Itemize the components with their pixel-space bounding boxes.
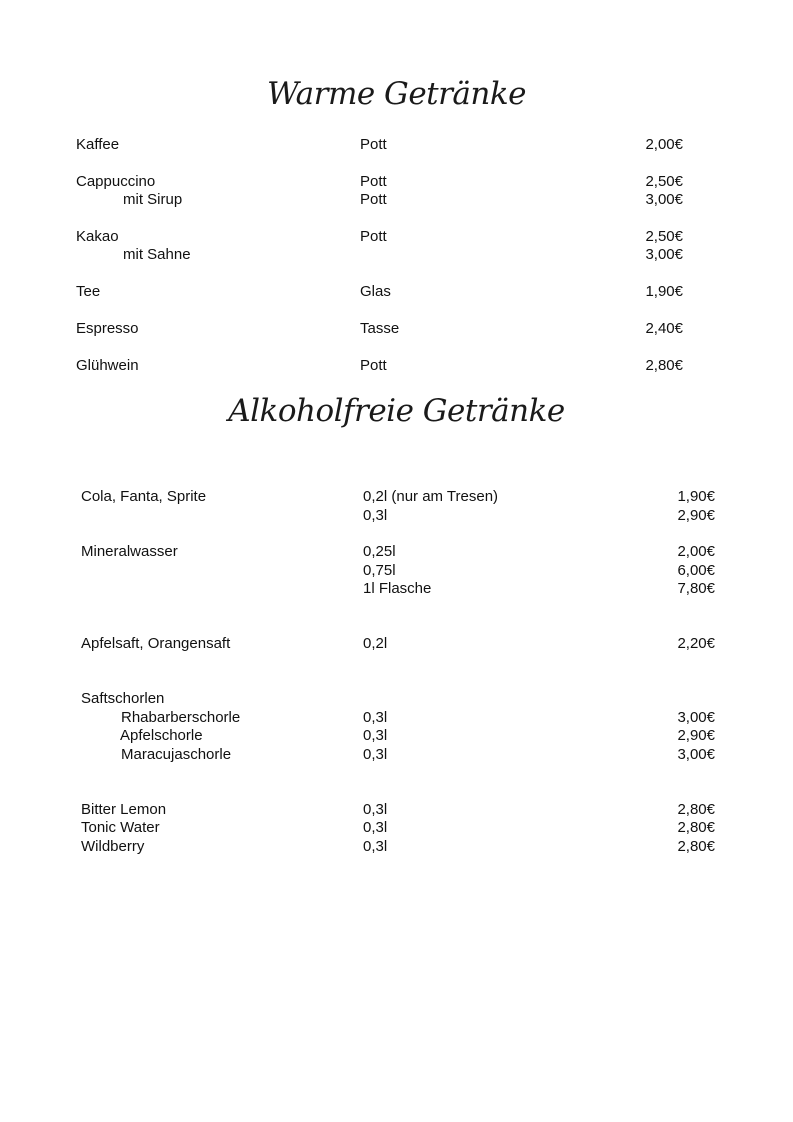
- item-size: 0,3l: [363, 801, 388, 818]
- item-price: 3,00€: [677, 746, 715, 763]
- item-price: 2,90€: [677, 507, 715, 524]
- item-name: Saftschorlen: [81, 690, 165, 707]
- item-price: 2,80€: [677, 801, 715, 818]
- heading-warm-drinks: Warme Getränke: [266, 76, 527, 112]
- item-price: 2,00€: [645, 136, 683, 153]
- item-price: 2,50€: [645, 228, 683, 245]
- item-size: 0,3l: [363, 838, 388, 855]
- item-name: Tonic Water: [81, 819, 160, 836]
- item-price: 2,80€: [677, 838, 715, 855]
- item-price: 1,90€: [645, 283, 683, 300]
- item-size: 0,2l: [363, 635, 388, 652]
- item-name: Mineralwasser: [81, 543, 178, 560]
- item-price: 1,90€: [677, 488, 715, 505]
- item-name: mit Sahne: [123, 246, 191, 263]
- item-size: 0,25l: [363, 543, 396, 560]
- item-size: 0,3l: [363, 746, 388, 763]
- item-price: 2,00€: [677, 543, 715, 560]
- item-size: Glas: [360, 283, 391, 300]
- item-price: 2,80€: [677, 819, 715, 836]
- item-name: Espresso: [76, 320, 139, 337]
- item-size: Pott: [360, 191, 387, 208]
- item-name: Cappuccino: [76, 173, 156, 190]
- item-price: 3,00€: [645, 246, 683, 263]
- heading-soft-drinks: Alkoholfreie Getränke: [228, 393, 565, 429]
- item-price: 2,90€: [677, 727, 715, 744]
- item-name: Rhabarberschorle: [121, 709, 241, 726]
- item-size: Pott: [360, 173, 387, 190]
- item-size: 0,2l (nur am Tresen): [363, 488, 499, 505]
- item-name: Bitter Lemon: [81, 801, 167, 818]
- item-name: Apfelsaft, Orangensaft: [81, 635, 231, 652]
- item-name: Maracujaschorle: [121, 746, 232, 763]
- item-price: 3,00€: [677, 709, 715, 726]
- item-size: 0,75l: [363, 562, 396, 579]
- item-size: Pott: [360, 357, 387, 374]
- item-size: 0,3l: [363, 819, 388, 836]
- item-size: Pott: [360, 136, 387, 153]
- item-name: Wildberry: [81, 838, 145, 855]
- item-size: Pott: [360, 228, 387, 245]
- item-price: 3,00€: [645, 191, 683, 208]
- item-name: Apfelschorle: [120, 727, 203, 744]
- item-price: 2,50€: [645, 173, 683, 190]
- item-name: Tee: [76, 283, 101, 300]
- item-name: Cola, Fanta, Sprite: [81, 488, 207, 505]
- item-price: 2,40€: [645, 320, 683, 337]
- item-size: 0,3l: [363, 507, 388, 524]
- item-price: 7,80€: [677, 580, 715, 597]
- item-name: Glühwein: [76, 357, 139, 374]
- item-size: 1l Flasche: [363, 580, 432, 597]
- item-price: 2,20€: [677, 635, 715, 652]
- item-name: Kaffee: [76, 136, 120, 153]
- item-size: 0,3l: [363, 727, 388, 744]
- item-size: 0,3l: [363, 709, 388, 726]
- item-size: Tasse: [360, 320, 400, 337]
- item-price: 6,00€: [677, 562, 715, 579]
- item-name: mit Sirup: [123, 191, 183, 208]
- item-price: 2,80€: [645, 357, 683, 374]
- item-name: Kakao: [76, 228, 119, 245]
